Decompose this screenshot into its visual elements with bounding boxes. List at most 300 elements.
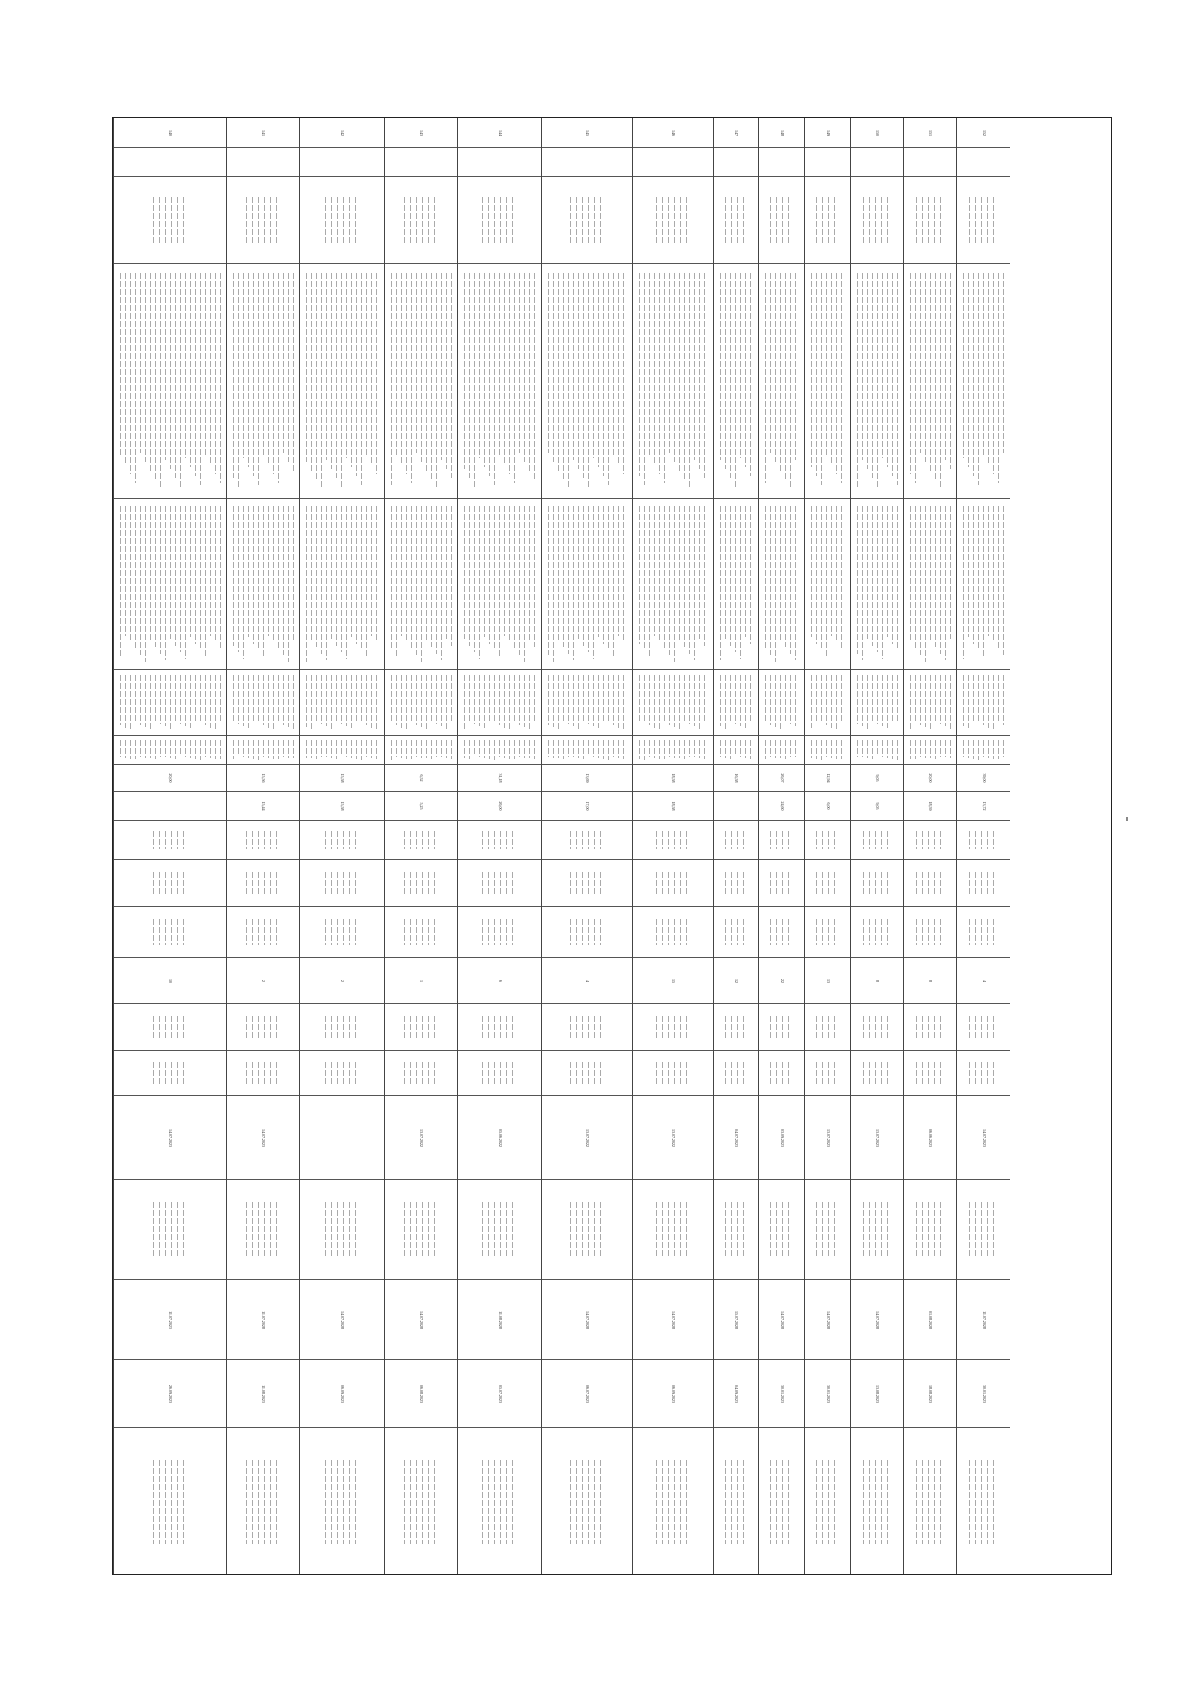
text-line xyxy=(686,1202,687,1257)
text-line xyxy=(451,675,452,721)
small-text-block xyxy=(763,825,800,855)
cell-value: 06.09.2023 xyxy=(671,1384,677,1403)
text-line xyxy=(171,872,172,895)
small-text-block xyxy=(763,1432,800,1572)
text-line xyxy=(910,273,911,474)
text-line xyxy=(220,740,221,759)
text-line xyxy=(922,1460,923,1544)
cell-value: 14.07.2028 xyxy=(779,1310,785,1329)
text-line xyxy=(529,273,530,472)
text-line xyxy=(649,506,650,657)
small-text-block xyxy=(231,503,295,665)
text-line xyxy=(831,506,832,636)
cell-status xyxy=(458,791,541,820)
text-line xyxy=(220,506,221,649)
small-text-block xyxy=(908,503,952,665)
text-line xyxy=(973,273,974,476)
text-line xyxy=(841,506,842,649)
cell-count xyxy=(385,906,457,957)
text-line xyxy=(499,273,500,456)
cell-value: 13.07.2022 xyxy=(585,1128,591,1147)
text-line xyxy=(529,675,530,729)
text-line xyxy=(183,1016,184,1039)
text-line xyxy=(822,197,823,244)
text-line xyxy=(816,740,817,758)
text-line xyxy=(765,273,766,483)
small-text-block xyxy=(304,1008,380,1046)
text-line xyxy=(258,919,259,944)
text-line xyxy=(816,1062,817,1084)
cell-date-3 xyxy=(957,1279,1010,1359)
text-line xyxy=(160,675,161,724)
text-line xyxy=(288,740,289,757)
text-line xyxy=(248,506,249,637)
text-line xyxy=(273,506,274,642)
text-line xyxy=(321,740,322,756)
text-line xyxy=(875,831,876,849)
text-line xyxy=(731,197,732,244)
text-line xyxy=(659,740,660,758)
cell-documents xyxy=(300,957,384,1003)
text-line xyxy=(349,197,350,244)
text-line xyxy=(857,506,858,653)
text-line xyxy=(816,1460,817,1544)
cell-area-2 xyxy=(904,764,956,791)
text-line xyxy=(680,197,681,244)
text-line xyxy=(406,506,407,642)
text-line xyxy=(155,675,156,722)
text-line xyxy=(1003,675,1004,725)
cell-operator xyxy=(458,859,541,906)
text-line xyxy=(553,273,554,463)
text-line xyxy=(171,197,172,244)
cell-status xyxy=(542,791,632,820)
cell-cadastral-or-zoning xyxy=(542,669,632,735)
text-line xyxy=(790,740,791,756)
small-text-block xyxy=(304,503,380,665)
small-text-block xyxy=(809,1055,846,1091)
text-line xyxy=(836,675,837,730)
text-line xyxy=(404,1062,405,1084)
table-row xyxy=(113,118,226,1574)
text-line xyxy=(153,872,154,895)
text-line xyxy=(160,273,161,490)
cell-pp xyxy=(227,147,299,176)
text-line xyxy=(582,1202,583,1257)
text-line xyxy=(780,740,781,758)
text-line xyxy=(355,1202,356,1257)
cell-value: 05.07.2023 xyxy=(497,1384,503,1403)
table-row xyxy=(850,118,903,1574)
text-line xyxy=(416,1202,417,1257)
text-line xyxy=(750,506,751,644)
text-line xyxy=(482,1202,483,1257)
small-text-block xyxy=(908,1432,952,1572)
text-line xyxy=(608,273,609,485)
text-line xyxy=(246,872,247,895)
cell-row-number xyxy=(458,118,541,147)
text-line xyxy=(422,1202,423,1257)
cell-notes xyxy=(542,1359,632,1427)
text-line xyxy=(737,1460,738,1544)
small-text-block xyxy=(961,864,1006,902)
text-line xyxy=(175,740,176,759)
cell-count xyxy=(714,906,758,957)
text-line xyxy=(978,675,979,723)
cell-value: 26.09.2023 xyxy=(168,1384,174,1403)
text-line xyxy=(500,919,501,944)
text-line xyxy=(534,506,535,647)
text-line xyxy=(987,1202,988,1257)
text-line xyxy=(205,273,206,456)
text-line xyxy=(349,1460,350,1544)
text-line xyxy=(735,273,736,488)
text-line xyxy=(887,1062,888,1084)
text-line xyxy=(180,740,181,756)
small-text-block xyxy=(637,268,709,494)
text-line xyxy=(489,740,490,758)
cell-object-name xyxy=(227,176,299,263)
text-line xyxy=(816,831,817,849)
cell-value: 151 xyxy=(928,129,934,136)
text-line xyxy=(125,506,126,636)
cell-value: 4 xyxy=(585,979,591,982)
cell-area xyxy=(805,735,850,764)
text-line xyxy=(404,872,405,895)
cell-row-number xyxy=(957,118,1010,147)
cell-cadastral-or-zoning xyxy=(227,669,299,735)
text-line xyxy=(593,740,594,757)
text-line xyxy=(816,1202,817,1257)
cell-notes xyxy=(714,1359,758,1427)
text-line xyxy=(422,197,423,244)
text-line xyxy=(828,1062,829,1084)
small-text-block xyxy=(389,911,453,953)
text-line xyxy=(325,1460,326,1544)
text-line xyxy=(355,197,356,244)
text-line xyxy=(171,1460,172,1544)
cell-organization xyxy=(542,1095,632,1179)
text-line xyxy=(780,273,781,472)
text-line xyxy=(928,197,929,244)
text-line xyxy=(834,1202,835,1257)
text-line xyxy=(325,197,326,244)
text-line xyxy=(788,1016,789,1039)
cell-value: 13.07.2022 xyxy=(671,1128,677,1147)
small-text-block xyxy=(908,911,952,953)
text-line xyxy=(863,872,864,895)
text-line xyxy=(270,919,271,944)
text-line xyxy=(922,1062,923,1084)
text-line xyxy=(548,506,549,655)
text-line xyxy=(863,831,864,849)
text-line xyxy=(177,872,178,895)
cell-field xyxy=(759,1427,804,1576)
cell-date-2 xyxy=(458,1179,541,1279)
text-line xyxy=(351,506,352,637)
text-line xyxy=(446,675,447,729)
text-line xyxy=(331,1460,332,1544)
text-line xyxy=(474,273,475,488)
text-line xyxy=(431,740,432,759)
cell-value: 150 xyxy=(875,129,881,136)
text-line xyxy=(795,273,796,461)
text-line xyxy=(618,740,619,757)
text-line xyxy=(263,740,264,757)
text-line xyxy=(639,675,640,721)
small-text-block xyxy=(389,1184,453,1275)
text-line xyxy=(720,740,721,757)
text-line xyxy=(504,675,505,727)
text-line xyxy=(826,506,827,657)
cell-documents xyxy=(957,957,1010,1003)
text-line xyxy=(735,740,736,756)
small-text-block xyxy=(961,825,1006,855)
text-line xyxy=(366,675,367,725)
text-line xyxy=(512,197,513,244)
text-line xyxy=(570,831,571,849)
text-line xyxy=(331,831,332,849)
text-line xyxy=(165,1016,166,1039)
cell-field xyxy=(227,1427,299,1576)
text-line xyxy=(426,273,427,472)
text-line xyxy=(426,506,427,640)
text-line xyxy=(366,740,367,757)
text-line xyxy=(258,1016,259,1039)
text-line xyxy=(185,506,186,658)
text-line xyxy=(343,197,344,244)
text-line xyxy=(776,1202,777,1257)
text-line xyxy=(869,1202,870,1257)
text-line xyxy=(155,273,156,481)
cell-pp xyxy=(385,147,457,176)
text-line xyxy=(524,273,525,463)
cell-notes xyxy=(904,1359,956,1427)
small-text-block xyxy=(118,503,222,665)
cell-area-2 xyxy=(805,764,850,791)
text-line xyxy=(273,273,274,474)
text-line xyxy=(451,740,452,759)
text-line xyxy=(930,273,931,472)
text-line xyxy=(248,675,249,728)
small-text-block xyxy=(462,740,537,760)
text-line xyxy=(775,740,776,757)
cell-value: 14.07.2028 xyxy=(671,1310,677,1329)
small-text-block xyxy=(718,1008,754,1046)
cell-value: 11.08.2028 xyxy=(497,1310,503,1329)
text-line xyxy=(600,1202,601,1257)
small-text-block xyxy=(809,1432,846,1572)
text-line xyxy=(268,740,269,757)
text-line xyxy=(680,1062,681,1084)
text-line xyxy=(570,1460,571,1544)
small-text-block xyxy=(462,503,537,665)
text-line xyxy=(258,1202,259,1257)
text-line xyxy=(488,1062,489,1084)
text-line xyxy=(782,831,783,849)
text-line xyxy=(872,506,873,645)
cell-date-3 xyxy=(805,1279,850,1359)
text-line xyxy=(514,273,515,483)
text-line xyxy=(987,919,988,944)
text-line xyxy=(725,273,726,470)
text-line xyxy=(662,919,663,944)
small-text-block xyxy=(855,740,899,760)
text-line xyxy=(915,740,916,759)
cell-organization xyxy=(114,1095,226,1179)
text-line xyxy=(361,675,362,723)
table-row xyxy=(299,118,384,1574)
text-line xyxy=(928,831,929,849)
text-line xyxy=(576,919,577,944)
text-line xyxy=(704,740,705,759)
text-line xyxy=(639,506,640,644)
text-line xyxy=(145,506,146,662)
text-line xyxy=(983,740,984,757)
text-line xyxy=(326,273,327,461)
text-line xyxy=(270,831,271,849)
cell-date-2 xyxy=(227,1179,299,1279)
text-line xyxy=(1003,740,1004,756)
text-line xyxy=(428,1202,429,1257)
text-line xyxy=(582,919,583,944)
text-line xyxy=(945,675,946,726)
text-line xyxy=(945,506,946,660)
text-line xyxy=(558,506,559,640)
text-line xyxy=(177,1016,178,1039)
text-line xyxy=(834,919,835,944)
cell-value: 15,56 xyxy=(261,773,267,783)
small-text-block xyxy=(809,1184,846,1275)
small-text-block xyxy=(809,503,846,665)
cell-value: 14.07.2028 xyxy=(419,1310,425,1329)
text-line xyxy=(600,1016,601,1039)
text-line xyxy=(998,740,999,759)
cell-value: 06.06.2023 xyxy=(928,1128,934,1147)
text-line xyxy=(512,1062,513,1084)
text-line xyxy=(494,919,495,944)
text-line xyxy=(582,872,583,895)
text-line xyxy=(662,1460,663,1544)
cell-owner xyxy=(114,498,226,669)
cell-cadastral-or-zoning xyxy=(300,669,384,735)
text-line xyxy=(135,675,136,722)
text-line xyxy=(863,1460,864,1544)
text-line xyxy=(411,740,412,759)
text-line xyxy=(969,1202,970,1257)
text-line xyxy=(165,1460,166,1544)
text-line xyxy=(588,506,589,652)
text-line xyxy=(588,831,589,849)
text-line xyxy=(264,1202,265,1257)
cell-notes xyxy=(851,1359,903,1427)
cell-value: 15,58 xyxy=(340,773,346,783)
text-line xyxy=(922,197,923,244)
text-line xyxy=(831,273,832,465)
text-line xyxy=(243,740,244,757)
text-line xyxy=(975,197,976,244)
text-line xyxy=(401,273,402,465)
small-text-block xyxy=(961,181,1006,259)
cell-value: 05.06.2022 xyxy=(497,1128,503,1147)
cell-purpose xyxy=(385,820,457,859)
text-line xyxy=(983,675,984,725)
text-line xyxy=(811,273,812,467)
text-line xyxy=(822,1460,823,1544)
text-line xyxy=(770,197,771,244)
text-line xyxy=(679,273,680,472)
text-line xyxy=(337,1062,338,1084)
text-line xyxy=(190,675,191,728)
text-line xyxy=(887,919,888,944)
text-line xyxy=(416,506,417,655)
text-line xyxy=(816,675,817,721)
text-line xyxy=(720,506,721,660)
text-line xyxy=(125,740,126,757)
text-line xyxy=(140,506,141,655)
text-line xyxy=(654,740,655,757)
text-line xyxy=(355,831,356,849)
text-line xyxy=(426,675,427,729)
text-line xyxy=(205,740,206,757)
cell-value: 15,58 xyxy=(340,801,346,811)
cell-pp xyxy=(300,147,384,176)
text-line xyxy=(674,872,675,895)
text-line xyxy=(258,740,259,759)
text-line xyxy=(331,740,332,758)
text-line xyxy=(524,740,525,757)
text-line xyxy=(441,675,442,726)
text-line xyxy=(993,197,994,244)
cell-value: 148 xyxy=(779,129,785,136)
text-line xyxy=(434,1460,435,1544)
cell-area xyxy=(542,735,632,764)
text-line xyxy=(686,872,687,895)
text-line xyxy=(975,872,976,895)
text-line xyxy=(246,197,247,244)
text-line xyxy=(177,919,178,944)
text-line xyxy=(558,740,559,758)
cell-value: 145 xyxy=(585,129,591,136)
cell-operator xyxy=(300,859,384,906)
text-line xyxy=(576,831,577,849)
small-text-block xyxy=(718,268,754,494)
text-line xyxy=(869,1062,870,1084)
text-line xyxy=(512,1460,513,1544)
text-line xyxy=(867,675,868,729)
text-line xyxy=(1003,506,1004,655)
small-text-block xyxy=(908,1184,952,1275)
text-line xyxy=(404,1016,405,1039)
cell-value: 142 xyxy=(340,129,346,136)
text-line xyxy=(190,740,191,758)
text-line xyxy=(233,675,234,721)
small-text-block xyxy=(855,181,899,259)
cell-organization xyxy=(957,1095,1010,1179)
text-line xyxy=(276,919,277,944)
text-line xyxy=(731,1202,732,1257)
cell-cadastral-or-zoning xyxy=(851,669,903,735)
text-line xyxy=(563,506,564,647)
text-line xyxy=(246,919,247,944)
cell-value: 4 xyxy=(981,979,987,982)
text-line xyxy=(489,506,490,644)
cell-value: 152 xyxy=(981,129,987,136)
text-line xyxy=(940,872,941,895)
text-line xyxy=(684,740,685,759)
scan-mark xyxy=(1126,817,1128,821)
text-line xyxy=(488,1016,489,1039)
